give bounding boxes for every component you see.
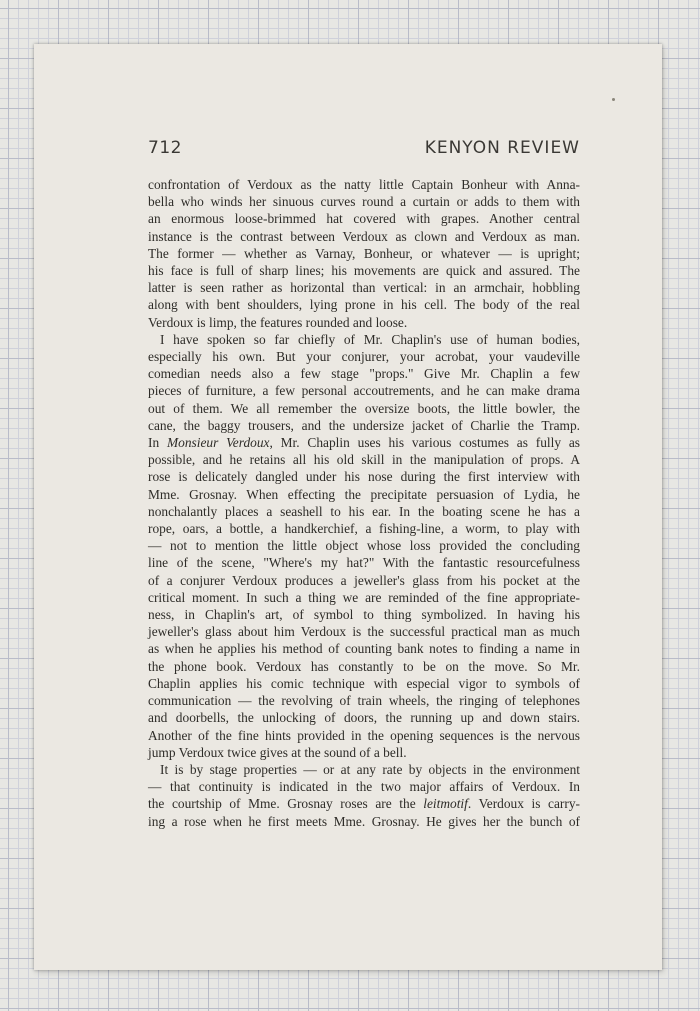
text-line: — not to mention the little object whose loss provided the concluding [148,538,580,554]
text-line: cane, the baggy trousers, and the undersize jacket of Charlie the Tramp. [148,417,580,433]
text-line: ness, in Chaplin's art, of symbol to thing symbolized. In having his [148,607,580,623]
page-number: 712 [148,138,182,158]
text-line: ing a rose when he first meets Mme. Grosnay. He gives her the bunch of [148,813,580,829]
text-line: especially his own. But your conjurer, your acrobat, your vaudeville [148,349,580,365]
running-head: KENYON REVIEW [424,138,580,158]
text-line: jeweller's glass about him Verdoux is the successful practical man as much [148,624,580,640]
text-line: the phone book. Verdoux has constantly to be on the move. So Mr. [148,658,580,674]
text-line: Mme. Grosnay. When effecting the precipitate persuasion of Lydia, he [148,486,580,502]
text-line: latter is seen rather as horizontal than vertical: in an armchair, hobbling [148,280,580,296]
text-line: an enormous loose-brimmed hat covered with grapes. Another central [148,211,580,227]
text-line: of a conjurer Verdoux produces a jeweller's glass from his pocket at the [148,572,580,588]
text-line: possible, and he retains all his old skill in the manipulation of props. A [148,452,580,468]
italic-title: leitmotif [423,796,468,812]
italic-title: Monsieur Verdoux [166,435,270,451]
text-line: comedian needs also a few stage "props." Give Mr. Chaplin a few [148,366,580,382]
text-line: I have spoken so far chiefly of Mr. Chaplin's use of human bodies, [160,331,580,347]
text-line: rope, oars, a bottle, a handkerchief, a fishing-line, a worm, to play with [148,521,580,537]
text-line: Another of the fine hints provided in the opening sequences is the nervous [148,727,580,743]
text-line: communication — the revolving of train wheels, the ringing of telephones [148,693,580,709]
text-line: and doorbells, the unlocking of doors, the running up and down stairs. [148,710,580,726]
paper-speck [612,98,615,101]
text-line: jump Verdoux twice gives at the sound of a bell. [148,744,407,760]
text-line: The former — whether as Varnay, Bonheur, or whatever — is upright; [148,245,580,261]
text-line: line of the scene, "Where's my hat?" With the fantastic resourcefulness [148,555,580,571]
text-line: his face is full of sharp lines; his movements are quick and assured. The [148,263,580,279]
body-text [148,176,580,830]
text-line: rose is delicately dangled under his nose during the first interview with [148,469,580,485]
text-line: Verdoux is limp, the features rounded and loose. [148,314,408,330]
text-line: — that continuity is indicated in the two major affairs of Verdoux. In [148,779,580,795]
text-line: critical moment. In such a thing we are reminded of the fine appropriate- [148,589,580,605]
text-line: nonchalantly places a seashell to his ear. In the boating scene he has a [148,503,580,519]
text-line: along with bent shoulders, lying prone in his cell. The body of the real [148,297,580,313]
text-line: Chaplin applies his comic technique with especial vigor to symbols of [148,675,580,691]
text-line: instance is the contrast between Verdoux as clown and Verdoux as man. [148,228,580,244]
text-line: the courtship of Mme. Grosnay roses are the leitmotif. Verdoux is carry- [148,796,580,812]
text-line: It is by stage properties — or at any rate by objects in the environment [160,761,580,777]
text-line: pieces of furniture, a few personal accoutrements, and he can make drama [148,383,580,399]
text-line: confrontation of Verdoux as the natty little Captain Bonheur with Anna- [148,177,580,192]
text-line: as when he applies his method of counting bank notes to finding a name in [148,641,580,657]
text-line: bella who winds her sinuous curves round a curtain or adds to them with [148,194,580,210]
text-line: out of them. We all remember the oversize boots, the little bowler, the [148,400,580,416]
text-line: In Monsieur Verdoux, Mr. Chaplin uses his various costumes as fully as [148,435,580,451]
